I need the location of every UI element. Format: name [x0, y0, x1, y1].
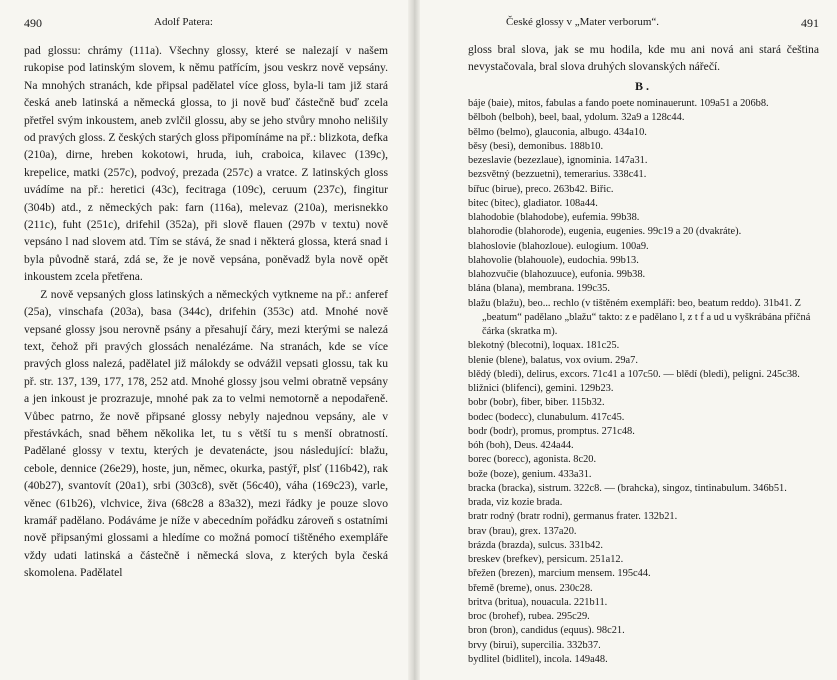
glossary-entry: bělboh (belboh), beel, baal, ydolum. 32a9 a 128c44.: [468, 112, 685, 124]
glossary-entry: blenie (blene), balatus, vox ovium. 29a7.: [468, 354, 638, 366]
right-page: [418, 0, 837, 680]
glossary-entry: běsy (besi), demonibus. 188b10.: [468, 140, 604, 152]
glossary-entry: bezeslavie (bezezlaue), ignominia. 147a31.: [468, 155, 648, 167]
glossary-entry: blahodobie (blahodobe), eufemia. 99b38.: [468, 212, 640, 224]
glossary-entry: báje (baie), mitos, fabulas a fando poete nominauerunt. 109a51 a 206b8.: [468, 98, 769, 110]
glossary-entry: bližnici (blifenci), gemini. 129b23.: [468, 383, 614, 395]
page-number-left: 490: [24, 16, 42, 30]
left-page: [0, 0, 410, 680]
glossary-entry: bodec (bodecc), clunabulum. 417c45.: [468, 411, 625, 423]
glossary-entry: blahovolie (blahouole), eudochia. 99b13.: [468, 254, 639, 266]
glossary-entry: bodr (bodr), promus, promptus. 271c48.: [468, 425, 635, 437]
glossary-entry: bobr (bobr), fiber, biber. 115b32.: [468, 397, 605, 409]
glossary-entry: blažu (blažu), beo... rechlo (v tištěném exempláři: beo, beatum reddo). 31b41. Z „beatum“ padělano „blažu“ takto: z e padělano l, z t f a ud u vyškrábána příčná čárka (skratka m).: [468, 297, 811, 338]
glossary-entry: breskev (brefkev), persicum. 251a12.: [468, 554, 624, 566]
paragraph: Z nově vepsaných gloss latinských a německých vytkneme na př.: anferef (25a), vinschafa (203a), basa (344c), drifehin (353c) atd. Mnohé nově vepsané glossy jsou nerovně psány a přesahují čáry, mezi kterými se nalezá text, čehož při pravých glossách nenalézáme. Na stranách, kde se více pravých gloss nalezá, padělatel již málokdy se odvážil vepsati glossu, tak ku př. str. 137, 139, 177, 178, 252 atd. Mnohé glossy jsou velmi obratně vepsány a jen inkoust je prozrazuje, mnohé pak za to velmi nemotorně a nepodařeně. Vůbec patrno, že nově připsané glossy nebyly najednou vepsány, ale v přestávkách, snad během několika let, tu s větší tu s menší obratností. Padělané glossy v textu, kterých je devatenácte, jsou následující: blažu, cebole, dennice (26e29), hoste, jun, němec, okurka, pastýř, plsť (116b42), rak (40b27), svantovít (20a1), srbi (303c8), svět (56c40), váha (169c23), varle, věnec (61b26), vlchvice, živa (68c28 a 83a32), mezi řádky je pouze slovo kramář padělano. Podáváme je níže v abecedním pořádku zároveň s ostatními nově připsanými glossami a hledíme co možná pomocí tištěného exempláře vždy udati latinská a částečně i německá slova, z kterých byla česká skomolena. Padělatel: [24, 287, 388, 580]
glossary-entry: blědý (bledi), delirus, excors. 71c41 a 107c50. — blědí (bledi), peligni. 245c38.: [468, 368, 800, 380]
glossary-entry: brázda (brazda), sulcus. 331b42.: [468, 539, 604, 551]
glossary-entry: blahorodie (blahorode), eugenia, eugenies. 99c19 a 20 (dvakráte).: [468, 226, 742, 238]
glossary-entry: bělmo (belmo), glauconia, albugo. 434a10.: [468, 126, 647, 138]
glossary-entry: bože (boze), genium. 433a31.: [468, 468, 592, 480]
page-number-right: 491: [801, 16, 819, 30]
section-letter: B.: [634, 79, 652, 94]
glossary-entry: britva (britua), nouacula. 221b11.: [468, 596, 608, 608]
glossary-entry: blána (blana), membrana. 199c35.: [468, 283, 610, 295]
paragraph: pad glossu: chrámy (111a). Všechny glossy, které se nalezají v našem rukopise pod latinským slovem, k němu patřícím, jsou veskrz nově vepsány. Na mnohých stranách, kde připsal padělatel více gloss, byla-li tam již stará česká aneb latinská a německá glossa, to ji nově buď částečně buď zcela přetřel svým inkoustem, aneb zvlčil glossu, aby se jeho stvůry mnoho nelišily od pravých gloss. Z českých starých gloss připomínáme na př.: blizkota, defka (210a), dirne, hreben kokotowi, hruda, iuh, craboica, kilavec (139c), krepelice, matki (257c), podvoý, prezada (257c) a vratce. Z latinských gloss uvádíme na př.: heretici (43c), fecitraga (109c), ceruum (237c), fingitur (304b) atd., z německých pak: farn (116a), melevaz (210a), merisnekko (211c), fuht (251c), drifehil (352a), při slově flauen (297b v textu) nově vepsáno l nad slovem atd. Tím se stává, že snad i některá glossa, která snad i byla původně stará, zdá se, že je nově vepsána, poněvadž byla nově opět inkoustem zcela přetřena.: [24, 44, 388, 284]
glossary-entry: bezsvětný (bezzuetni), temerarius. 338c41.: [468, 169, 647, 181]
glossary-entry: bron (bron), candidus (equus). 98c21.: [468, 625, 625, 637]
running-head-left: Adolf Patera:: [154, 16, 213, 28]
glossary-entry: břemě (breme), onus. 230c28.: [468, 582, 593, 594]
glossary-entry: brada, viz kozie brada.: [468, 497, 563, 509]
glossary-entry: brvy (birui), supercilia. 332b37.: [468, 639, 601, 651]
glossary-entries: [468, 97, 819, 667]
intro-paragraph: gloss bral slova, jak se mu hodila, kde mu ani nová ani stará čeština nevystačovala, bral slova druhých slovanských nářečí.: [468, 43, 819, 74]
glossary-entry: bracka (bracka), sistrum. 322c8. — (brahcka), singoz, tintinabulum. 346b51.: [468, 482, 787, 494]
left-page-header: [24, 14, 388, 32]
glossary-entry: bóh (boh), Deus. 424a44.: [468, 440, 574, 452]
left-page-body: [24, 42, 388, 582]
glossary-entry: blahozvučie (blahozuuce), eufonia. 99b38.: [468, 269, 646, 281]
glossary-entry: bitec (bitec), gladiator. 108a44.: [468, 197, 598, 209]
glossary-entry: blahoslovie (blahozloue). eulogium. 100a9.: [468, 240, 649, 252]
right-page-header: [468, 14, 819, 32]
glossary-entry: bířuc (birue), preco. 263b42. Biřic.: [468, 183, 614, 195]
glossary-entry: brav (brau), grex. 137a20.: [468, 525, 577, 537]
glossary-entry: břežen (brezen), marcium mensem. 195c44.: [468, 568, 651, 580]
glossary-entry: borec (borecc), agonista. 8c20.: [468, 454, 597, 466]
glossary-entry: broc (brohef), rubea. 295c29.: [468, 611, 590, 623]
glossary-entry: bratr rodný (bratr rodni), germanus frater. 132b21.: [468, 511, 678, 523]
glossary-entry: bydlitel (bidlitel), incola. 149a48.: [468, 653, 608, 665]
glossary-entry: blekotný (blecotni), loquax. 181c25.: [468, 340, 620, 352]
running-head-right: České glossy v „Mater verborum“.: [506, 16, 660, 28]
